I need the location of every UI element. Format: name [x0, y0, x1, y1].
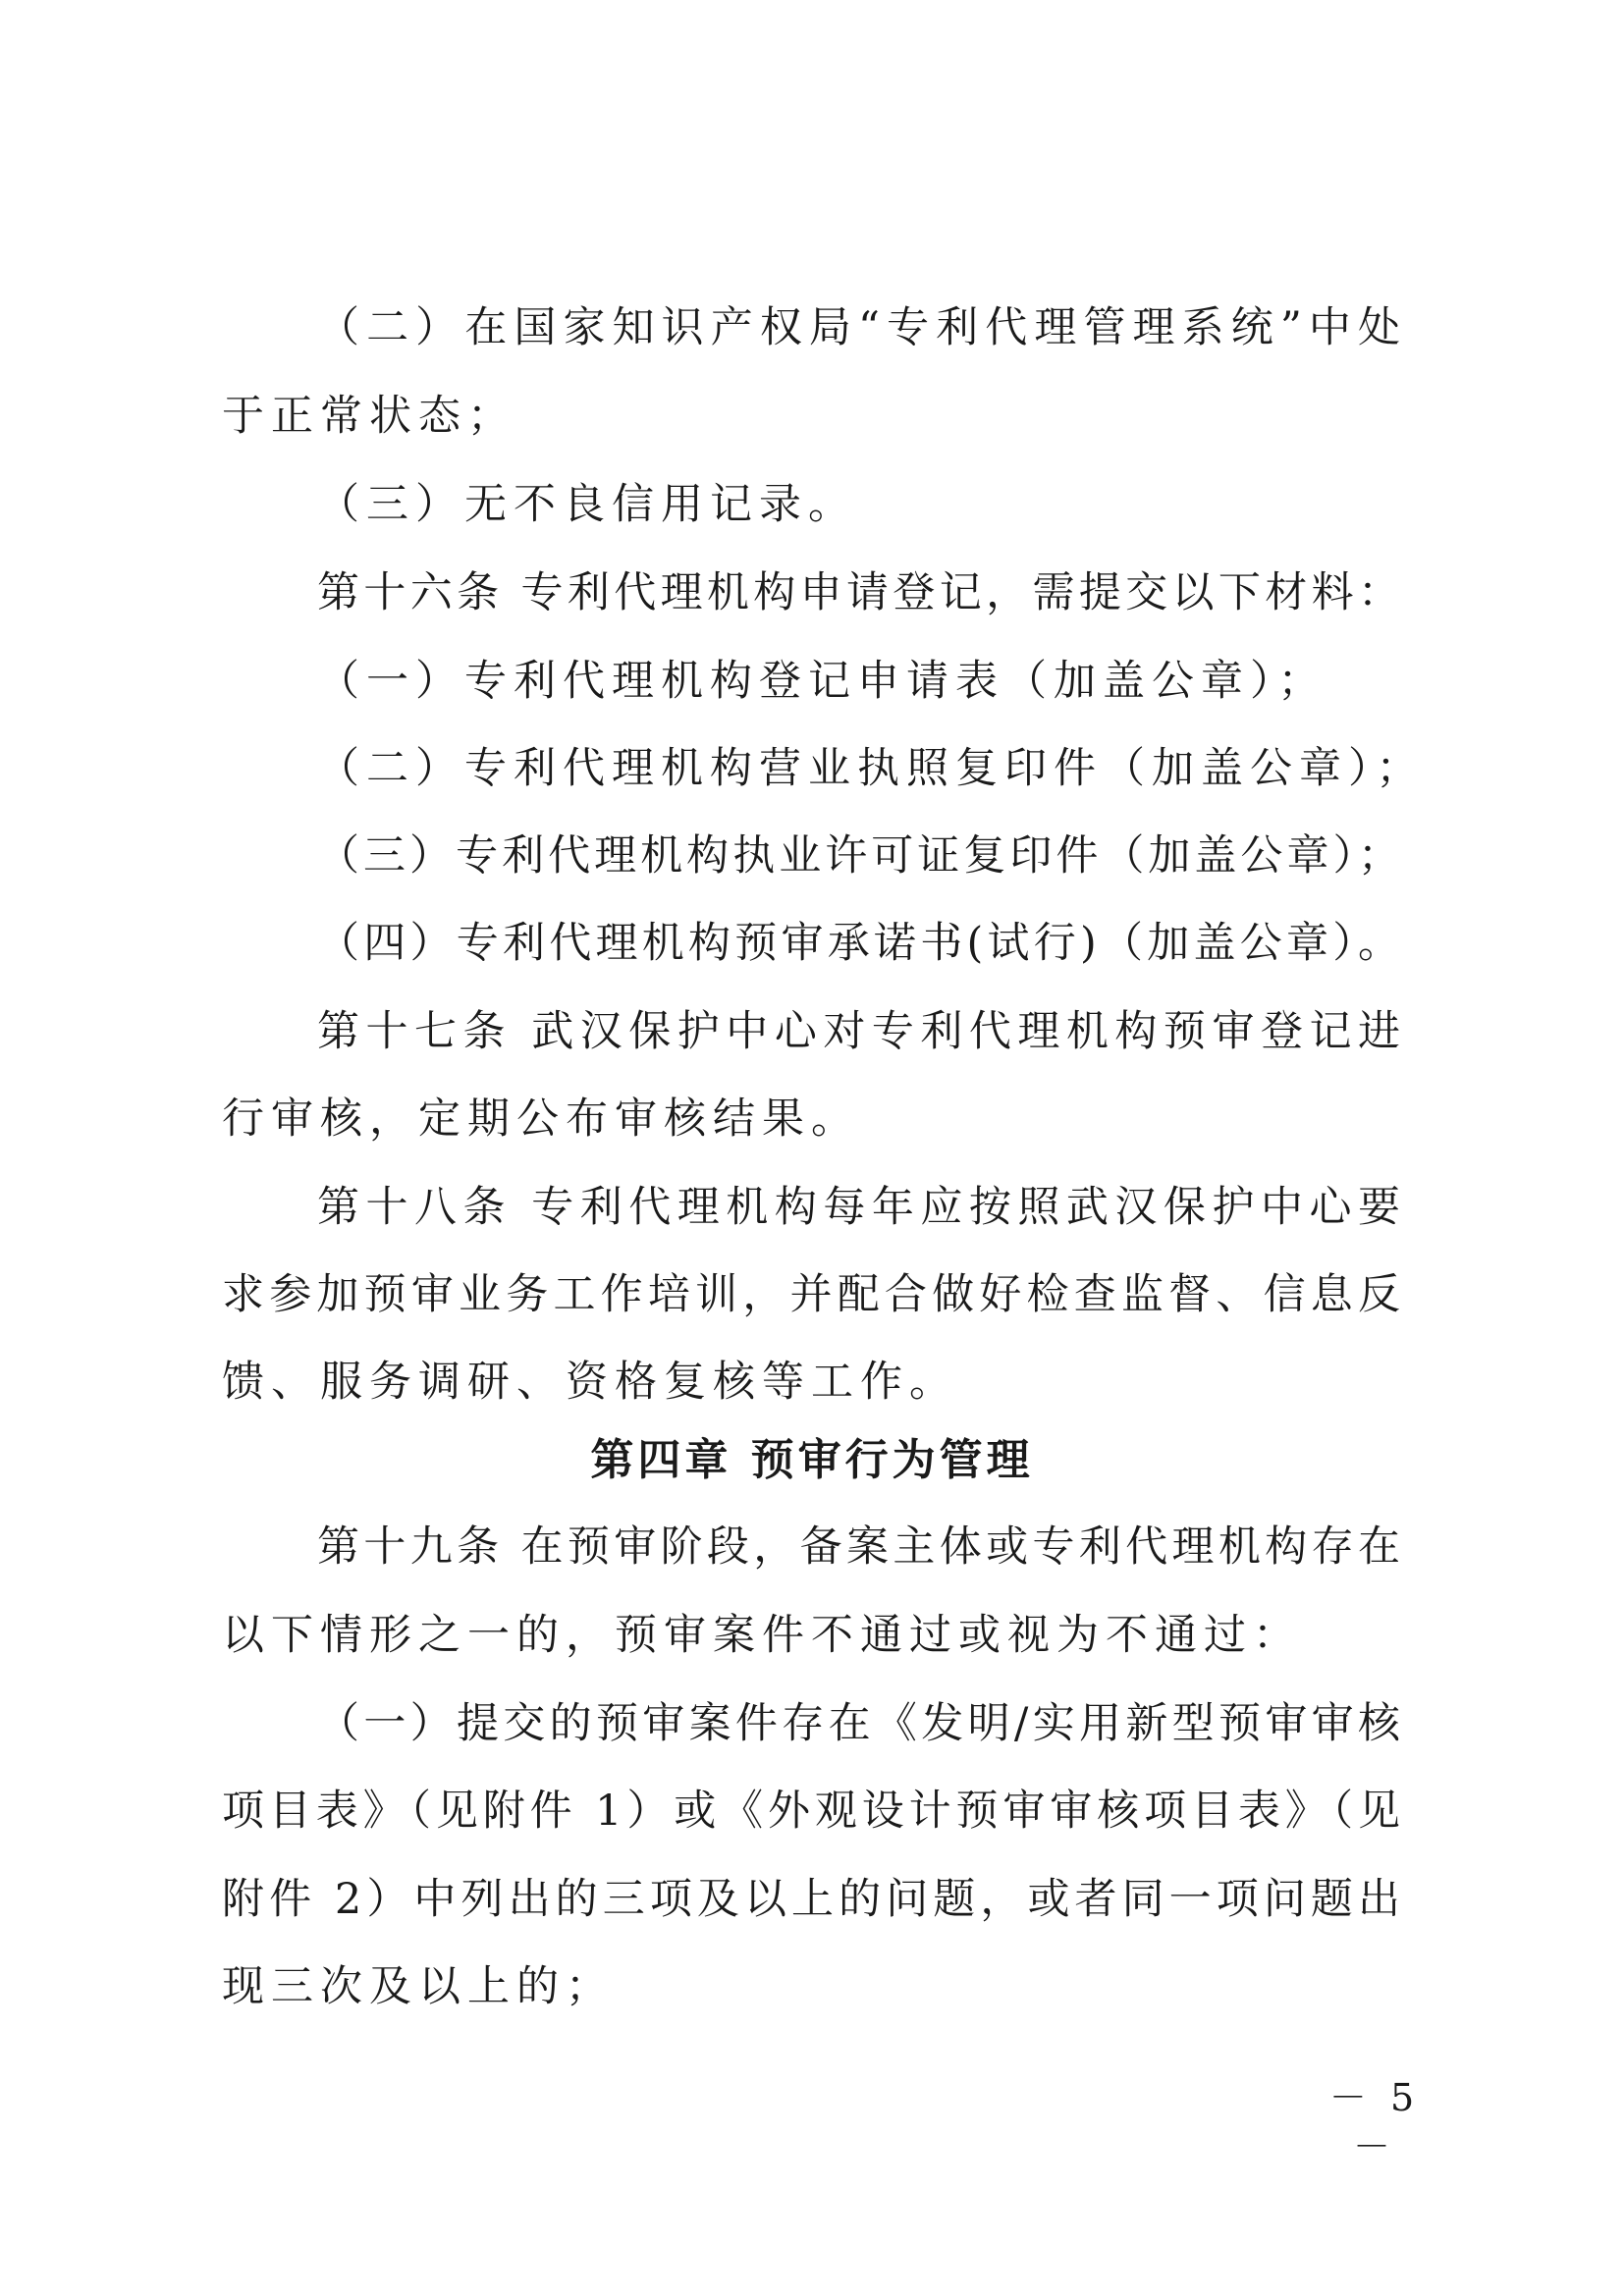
article-17-line: 行审核，定期公布审核结果。 — [222, 1095, 860, 1144]
paragraph-line: （二）在国家知识产权局“专利代理管理系统”中处 — [317, 303, 1400, 352]
paragraph-line: 于正常状态； — [222, 392, 516, 441]
article-19-item-1-line: 项目表》（见附件 1）或《外观设计预审审核项目表》（见 — [222, 1787, 1400, 1836]
chapter-heading: 第四章 预审行为管理 — [590, 1435, 1034, 1485]
article-16-item-1: （一）专利代理机构登记申请表（加盖公章）； — [317, 657, 1327, 706]
article-16-line: 第十六条 专利代理机构申请登记，需提交以下材料： — [317, 568, 1400, 617]
article-19-item-1-line: 现三次及以上的； — [222, 1962, 615, 2011]
article-19-item-1-line: 附件 2）中列出的三项及以上的问题，或者同一项问题出 — [222, 1875, 1400, 1924]
article-19-item-1-line: （一）提交的预审案件存在《发明/实用新型预审审核 — [317, 1699, 1400, 1748]
article-18-line: 馈、服务调研、资格复核等工作。 — [222, 1358, 958, 1407]
article-17-line: 第十七条 武汉保护中心对专利代理机构预审登记进 — [317, 1007, 1400, 1056]
article-18-line: 第十八条 专利代理机构每年应按照武汉保护中心要 — [317, 1183, 1400, 1232]
article-16-item-2: （二）专利代理机构营业执照复印件（加盖公章）； — [317, 744, 1426, 793]
page-number: － 5 － — [1328, 2076, 1421, 2168]
article-16-item-3: （三）专利代理机构执业许可证复印件（加盖公章）； — [317, 831, 1400, 881]
article-19-line: 以下情形之一的，预审案件不通过或视为不通过： — [222, 1611, 1302, 1660]
article-18-line: 求参加预审业务工作培训，并配合做好检查监督、信息反 — [222, 1270, 1400, 1319]
paragraph-line: （三）无不良信用记录。 — [317, 480, 857, 529]
article-16-item-4: （四）专利代理机构预审承诺书(试行)（加盖公章）。 — [317, 919, 1400, 968]
article-19-line: 第十九条 在预审阶段，备案主体或专利代理机构存在 — [317, 1522, 1400, 1572]
